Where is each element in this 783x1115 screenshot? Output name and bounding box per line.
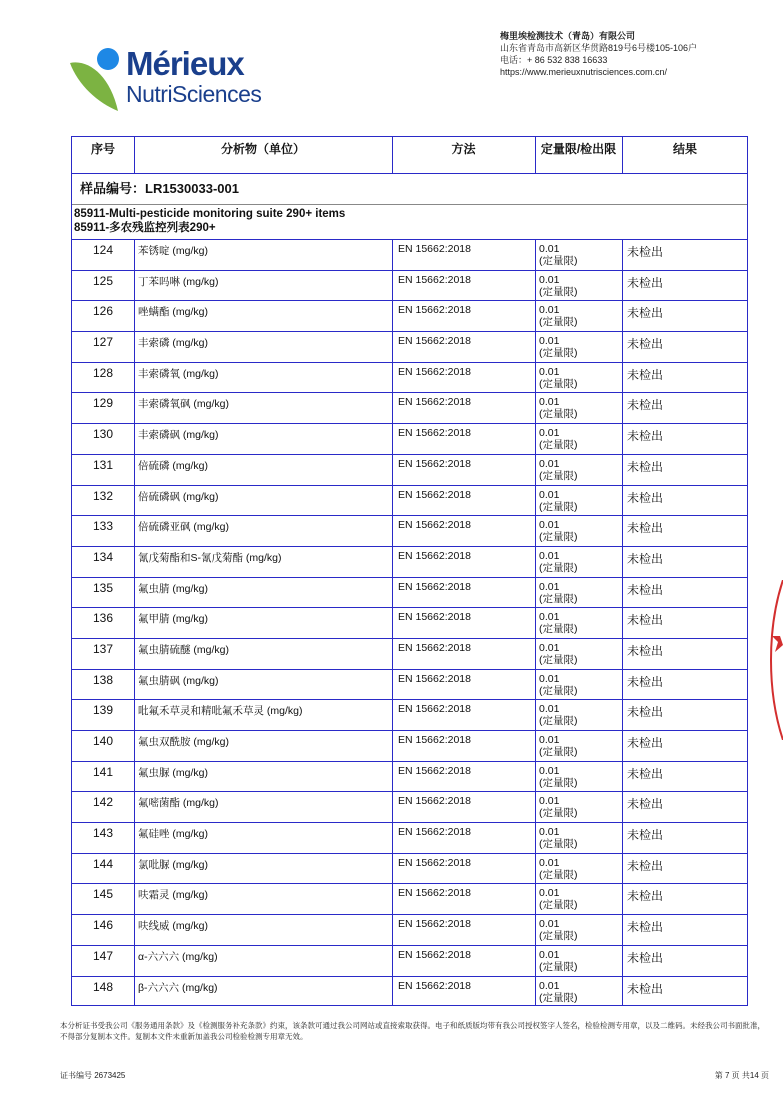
row-loq bbox=[535, 486, 622, 516]
table-row bbox=[72, 699, 747, 730]
row-method: EN 15662:2018 bbox=[392, 700, 535, 730]
row-number: 141 bbox=[92, 764, 114, 779]
row-loq bbox=[535, 915, 622, 945]
loq-note: (定量限) bbox=[539, 531, 578, 544]
table-row bbox=[72, 607, 747, 638]
loq-note: (定量限) bbox=[539, 899, 578, 912]
row-method: EN 15662:2018 bbox=[392, 854, 535, 884]
row-number: 125 bbox=[92, 273, 114, 288]
row-method: EN 15662:2018 bbox=[392, 946, 535, 976]
loq-value: 0.01 bbox=[539, 365, 560, 378]
row-analyte: 倍硫磷亚砜 (mg/kg) bbox=[134, 516, 392, 546]
row-result: 未检出 bbox=[622, 455, 748, 485]
header-loq: 定量限/检出限 bbox=[540, 142, 617, 156]
company-name: 梅里埃检测技术（青岛）有限公司 bbox=[500, 31, 636, 41]
row-analyte: 氟嘧菌酯 (mg/kg) bbox=[134, 792, 392, 822]
loq-note: (定量限) bbox=[539, 838, 578, 851]
certificate-number: 证书编号 2673425 bbox=[60, 1071, 126, 1080]
row-number: 128 bbox=[92, 365, 114, 380]
row-loq bbox=[535, 946, 622, 976]
row-number: 138 bbox=[92, 672, 114, 687]
row-result: 未检出 bbox=[622, 700, 748, 730]
row-number: 134 bbox=[92, 549, 114, 564]
row-method: EN 15662:2018 bbox=[392, 547, 535, 577]
table-row bbox=[72, 669, 747, 700]
table-row bbox=[72, 730, 747, 761]
row-analyte: 丰索磷砜 (mg/kg) bbox=[134, 424, 392, 454]
row-method: EN 15662:2018 bbox=[392, 731, 535, 761]
row-loq bbox=[535, 578, 622, 608]
table-body bbox=[72, 239, 747, 1006]
row-method: EN 15662:2018 bbox=[392, 884, 535, 914]
row-method: EN 15662:2018 bbox=[392, 516, 535, 546]
row-analyte: β-六六六 (mg/kg) bbox=[134, 977, 392, 1007]
row-loq bbox=[535, 271, 622, 301]
row-result: 未检出 bbox=[622, 731, 748, 761]
table-row bbox=[72, 454, 747, 485]
loq-value: 0.01 bbox=[539, 488, 560, 501]
row-number: 143 bbox=[92, 826, 114, 841]
row-loq bbox=[535, 608, 622, 638]
row-method: EN 15662:2018 bbox=[392, 823, 535, 853]
loq-value: 0.01 bbox=[539, 580, 560, 593]
loq-note: (定量限) bbox=[539, 408, 578, 421]
row-method: EN 15662:2018 bbox=[392, 455, 535, 485]
row-analyte: 氟甲腈 (mg/kg) bbox=[134, 608, 392, 638]
loq-value: 0.01 bbox=[539, 641, 560, 654]
row-analyte: 氟虫双酰胺 (mg/kg) bbox=[134, 731, 392, 761]
loq-note: (定量限) bbox=[539, 439, 578, 452]
terms-note: 本分析证书受我公司《服务通用条款》及《检测服务补充条款》约束，该条款可通过我公司网站或直接索取获得。电子和纸质版均带有我公司授权签字人签名，检验检测专用章，以及二维码。未经我公司书面批准，不得部分复制本文件。复制本文件未重新加盖我公司检验检测专用章无效。 bbox=[60, 1021, 765, 1041]
row-number: 144 bbox=[92, 856, 114, 871]
table-row bbox=[72, 822, 747, 853]
row-result: 未检出 bbox=[622, 884, 748, 914]
row-method: EN 15662:2018 bbox=[392, 639, 535, 669]
loq-value: 0.01 bbox=[539, 427, 560, 440]
row-method: EN 15662:2018 bbox=[392, 578, 535, 608]
row-number: 146 bbox=[92, 918, 114, 933]
table-row bbox=[72, 791, 747, 822]
table-row bbox=[72, 883, 747, 914]
row-number: 131 bbox=[92, 457, 114, 472]
loq-note: (定量限) bbox=[539, 377, 578, 390]
row-loq bbox=[535, 854, 622, 884]
row-analyte: 呋线威 (mg/kg) bbox=[134, 915, 392, 945]
row-analyte: 丰索磷氧砜 (mg/kg) bbox=[134, 393, 392, 423]
header-no: 序号 bbox=[90, 142, 115, 156]
row-result: 未检出 bbox=[622, 393, 748, 423]
row-result: 未检出 bbox=[622, 486, 748, 516]
suite-title-en: 85911-Multi-pesticide monitoring suite 290+ items bbox=[74, 208, 346, 220]
row-loq bbox=[535, 670, 622, 700]
row-result: 未检出 bbox=[622, 670, 748, 700]
row-number: 124 bbox=[92, 243, 114, 257]
row-analyte: 氟硅唑 (mg/kg) bbox=[134, 823, 392, 853]
row-method: EN 15662:2018 bbox=[392, 792, 535, 822]
row-loq bbox=[535, 762, 622, 792]
loq-note: (定量限) bbox=[539, 500, 578, 513]
row-result: 未检出 bbox=[622, 363, 748, 393]
row-method: EN 15662:2018 bbox=[392, 915, 535, 945]
loq-note: (定量限) bbox=[539, 561, 578, 574]
row-loq bbox=[535, 424, 622, 454]
row-analyte: 氟虫腈硫醚 (mg/kg) bbox=[134, 639, 392, 669]
table-row bbox=[72, 485, 747, 516]
suite-title-cn: 85911-多农残监控列表290+ bbox=[74, 222, 216, 234]
row-method: EN 15662:2018 bbox=[392, 393, 535, 423]
row-result: 未检出 bbox=[622, 977, 748, 1007]
loq-note: (定量限) bbox=[539, 960, 578, 973]
row-loq bbox=[535, 301, 622, 331]
loq-value: 0.01 bbox=[539, 335, 560, 348]
row-result: 未检出 bbox=[622, 792, 748, 822]
row-result: 未检出 bbox=[622, 332, 748, 362]
table-row bbox=[72, 331, 747, 362]
loq-value: 0.01 bbox=[539, 826, 560, 839]
row-result: 未检出 bbox=[622, 823, 748, 853]
table-row bbox=[72, 546, 747, 577]
row-number: 126 bbox=[92, 304, 114, 319]
row-method: EN 15662:2018 bbox=[392, 424, 535, 454]
row-method: EN 15662:2018 bbox=[392, 240, 535, 270]
header-method: 方法 bbox=[451, 142, 476, 156]
loq-note: (定量限) bbox=[539, 653, 578, 666]
row-method: EN 15662:2018 bbox=[392, 977, 535, 1007]
row-result: 未检出 bbox=[622, 240, 748, 270]
company-address: 山东省青岛市高新区华贯路819号6号楼105-106户 bbox=[500, 43, 698, 53]
row-result: 未检出 bbox=[622, 854, 748, 884]
row-loq bbox=[535, 731, 622, 761]
table-row bbox=[72, 300, 747, 331]
logo-word-nutrisciences: NutriSciences bbox=[126, 81, 262, 107]
table-row bbox=[72, 761, 747, 792]
loq-value: 0.01 bbox=[539, 243, 560, 255]
row-result: 未检出 bbox=[622, 946, 748, 976]
row-loq bbox=[535, 823, 622, 853]
company-info bbox=[500, 30, 697, 78]
row-method: EN 15662:2018 bbox=[392, 301, 535, 331]
row-method: EN 15662:2018 bbox=[392, 670, 535, 700]
row-loq bbox=[535, 884, 622, 914]
table-row bbox=[72, 577, 747, 608]
row-analyte: 吡氟禾草灵和精吡氟禾草灵 (mg/kg) bbox=[134, 700, 392, 730]
row-result: 未检出 bbox=[622, 639, 748, 669]
table-row bbox=[72, 362, 747, 393]
row-loq bbox=[535, 639, 622, 669]
row-analyte: α-六六六 (mg/kg) bbox=[134, 946, 392, 976]
loq-note: (定量限) bbox=[539, 991, 578, 1004]
loq-note: (定量限) bbox=[539, 316, 578, 329]
row-result: 未检出 bbox=[622, 547, 748, 577]
row-loq bbox=[535, 977, 622, 1007]
loq-value: 0.01 bbox=[539, 918, 560, 931]
loq-note: (定量限) bbox=[539, 746, 578, 758]
row-analyte: 丰索磷氧 (mg/kg) bbox=[134, 363, 392, 393]
loq-note: (定量限) bbox=[539, 930, 578, 943]
row-result: 未检出 bbox=[622, 424, 748, 454]
loq-note: (定量限) bbox=[539, 776, 578, 789]
row-loq bbox=[535, 547, 622, 577]
loq-value: 0.01 bbox=[539, 703, 560, 716]
row-number: 147 bbox=[92, 948, 114, 963]
row-result: 未检出 bbox=[622, 762, 748, 792]
table-row bbox=[72, 638, 747, 669]
loq-value: 0.01 bbox=[539, 734, 560, 746]
loq-value: 0.01 bbox=[539, 948, 560, 961]
row-loq bbox=[535, 516, 622, 546]
row-analyte: 氟虫腈砜 (mg/kg) bbox=[134, 670, 392, 700]
row-method: EN 15662:2018 bbox=[392, 332, 535, 362]
row-analyte: 倍硫磷 (mg/kg) bbox=[134, 455, 392, 485]
loq-note: (定量限) bbox=[539, 592, 578, 605]
loq-value: 0.01 bbox=[539, 549, 560, 562]
table-row bbox=[72, 853, 747, 884]
header-result: 结果 bbox=[672, 142, 697, 156]
row-loq bbox=[535, 393, 622, 423]
row-result: 未检出 bbox=[622, 915, 748, 945]
table-row bbox=[72, 270, 747, 301]
table-row bbox=[72, 392, 747, 423]
sample-number: 样品编号：LR1530033-001 bbox=[72, 173, 747, 205]
row-method: EN 15662:2018 bbox=[392, 608, 535, 638]
loq-value: 0.01 bbox=[539, 304, 560, 317]
table-row bbox=[72, 239, 747, 270]
loq-value: 0.01 bbox=[539, 856, 560, 869]
row-result: 未检出 bbox=[622, 516, 748, 546]
loq-value: 0.01 bbox=[539, 795, 560, 808]
loq-value: 0.01 bbox=[539, 273, 560, 286]
loq-note: (定量限) bbox=[539, 868, 578, 881]
row-analyte: 氯吡脲 (mg/kg) bbox=[134, 854, 392, 884]
row-number: 133 bbox=[92, 519, 114, 534]
row-loq bbox=[535, 700, 622, 730]
loq-note: (定量限) bbox=[539, 715, 578, 728]
row-method: EN 15662:2018 bbox=[392, 762, 535, 792]
row-number: 135 bbox=[92, 580, 114, 595]
logo-word-merieux: Mérieux bbox=[126, 45, 244, 82]
row-analyte: 丁苯吗啉 (mg/kg) bbox=[134, 271, 392, 301]
table-row bbox=[72, 945, 747, 976]
loq-note: (定量限) bbox=[539, 469, 578, 482]
row-method: EN 15662:2018 bbox=[392, 486, 535, 516]
merieux-logo bbox=[68, 45, 268, 115]
row-loq bbox=[535, 455, 622, 485]
row-analyte: 呋霜灵 (mg/kg) bbox=[134, 884, 392, 914]
results-table bbox=[71, 136, 748, 1006]
loq-value: 0.01 bbox=[539, 611, 560, 624]
row-analyte: 氟虫脲 (mg/kg) bbox=[134, 762, 392, 792]
table-header bbox=[72, 137, 747, 174]
loq-note: (定量限) bbox=[539, 347, 578, 360]
loq-value: 0.01 bbox=[539, 519, 560, 532]
row-number: 132 bbox=[92, 488, 114, 503]
row-method: EN 15662:2018 bbox=[392, 271, 535, 301]
row-number: 136 bbox=[92, 611, 114, 626]
row-loq bbox=[535, 792, 622, 822]
company-phone: 电话：+ 86 532 838 16633 bbox=[500, 55, 608, 65]
loq-note: (定量限) bbox=[539, 623, 578, 636]
loq-note: (定量限) bbox=[539, 285, 578, 298]
row-loq bbox=[535, 363, 622, 393]
row-analyte: 丰索磷 (mg/kg) bbox=[134, 332, 392, 362]
loq-note: (定量限) bbox=[539, 807, 578, 820]
table-row bbox=[72, 914, 747, 945]
loq-value: 0.01 bbox=[539, 979, 560, 992]
row-result: 未检出 bbox=[622, 301, 748, 331]
row-number: 142 bbox=[92, 795, 114, 810]
row-number: 148 bbox=[92, 979, 114, 994]
leaf-icon bbox=[68, 45, 128, 115]
row-analyte: 倍硫磷砜 (mg/kg) bbox=[134, 486, 392, 516]
loq-value: 0.01 bbox=[539, 457, 560, 470]
loq-value: 0.01 bbox=[539, 764, 560, 777]
table-row bbox=[72, 423, 747, 454]
row-number: 139 bbox=[92, 703, 114, 718]
table-row bbox=[72, 976, 747, 1007]
row-result: 未检出 bbox=[622, 608, 748, 638]
row-number: 137 bbox=[92, 641, 114, 656]
loq-value: 0.01 bbox=[539, 396, 560, 409]
loq-note: (定量限) bbox=[539, 255, 578, 267]
row-loq bbox=[535, 332, 622, 362]
row-result: 未检出 bbox=[622, 271, 748, 301]
loq-value: 0.01 bbox=[539, 887, 560, 900]
row-analyte: 苯锈啶 (mg/kg) bbox=[134, 240, 392, 270]
row-number: 127 bbox=[92, 335, 114, 350]
row-number: 145 bbox=[92, 887, 114, 902]
row-result: 未检出 bbox=[622, 578, 748, 608]
red-seal-stamp-fragment bbox=[769, 580, 783, 740]
company-url[interactable]: https://www.merieuxnutrisciences.com.cn/ bbox=[500, 67, 668, 77]
row-number: 140 bbox=[92, 734, 114, 748]
row-method: EN 15662:2018 bbox=[392, 363, 535, 393]
loq-note: (定量限) bbox=[539, 684, 578, 697]
row-analyte: 氟虫腈 (mg/kg) bbox=[134, 578, 392, 608]
row-analyte: 氰戊菊酯和S-氰戊菊酯 (mg/kg) bbox=[134, 547, 392, 577]
header-analyte: 分析物（单位） bbox=[220, 142, 305, 156]
page-number: 第 7 页 共14 页 bbox=[714, 1071, 769, 1080]
loq-value: 0.01 bbox=[539, 672, 560, 685]
table-row bbox=[72, 515, 747, 546]
row-loq bbox=[535, 240, 622, 270]
row-analyte: 唑螨酯 (mg/kg) bbox=[134, 301, 392, 331]
row-number: 130 bbox=[92, 427, 114, 442]
suite-title bbox=[72, 207, 749, 235]
row-number: 129 bbox=[92, 396, 114, 411]
